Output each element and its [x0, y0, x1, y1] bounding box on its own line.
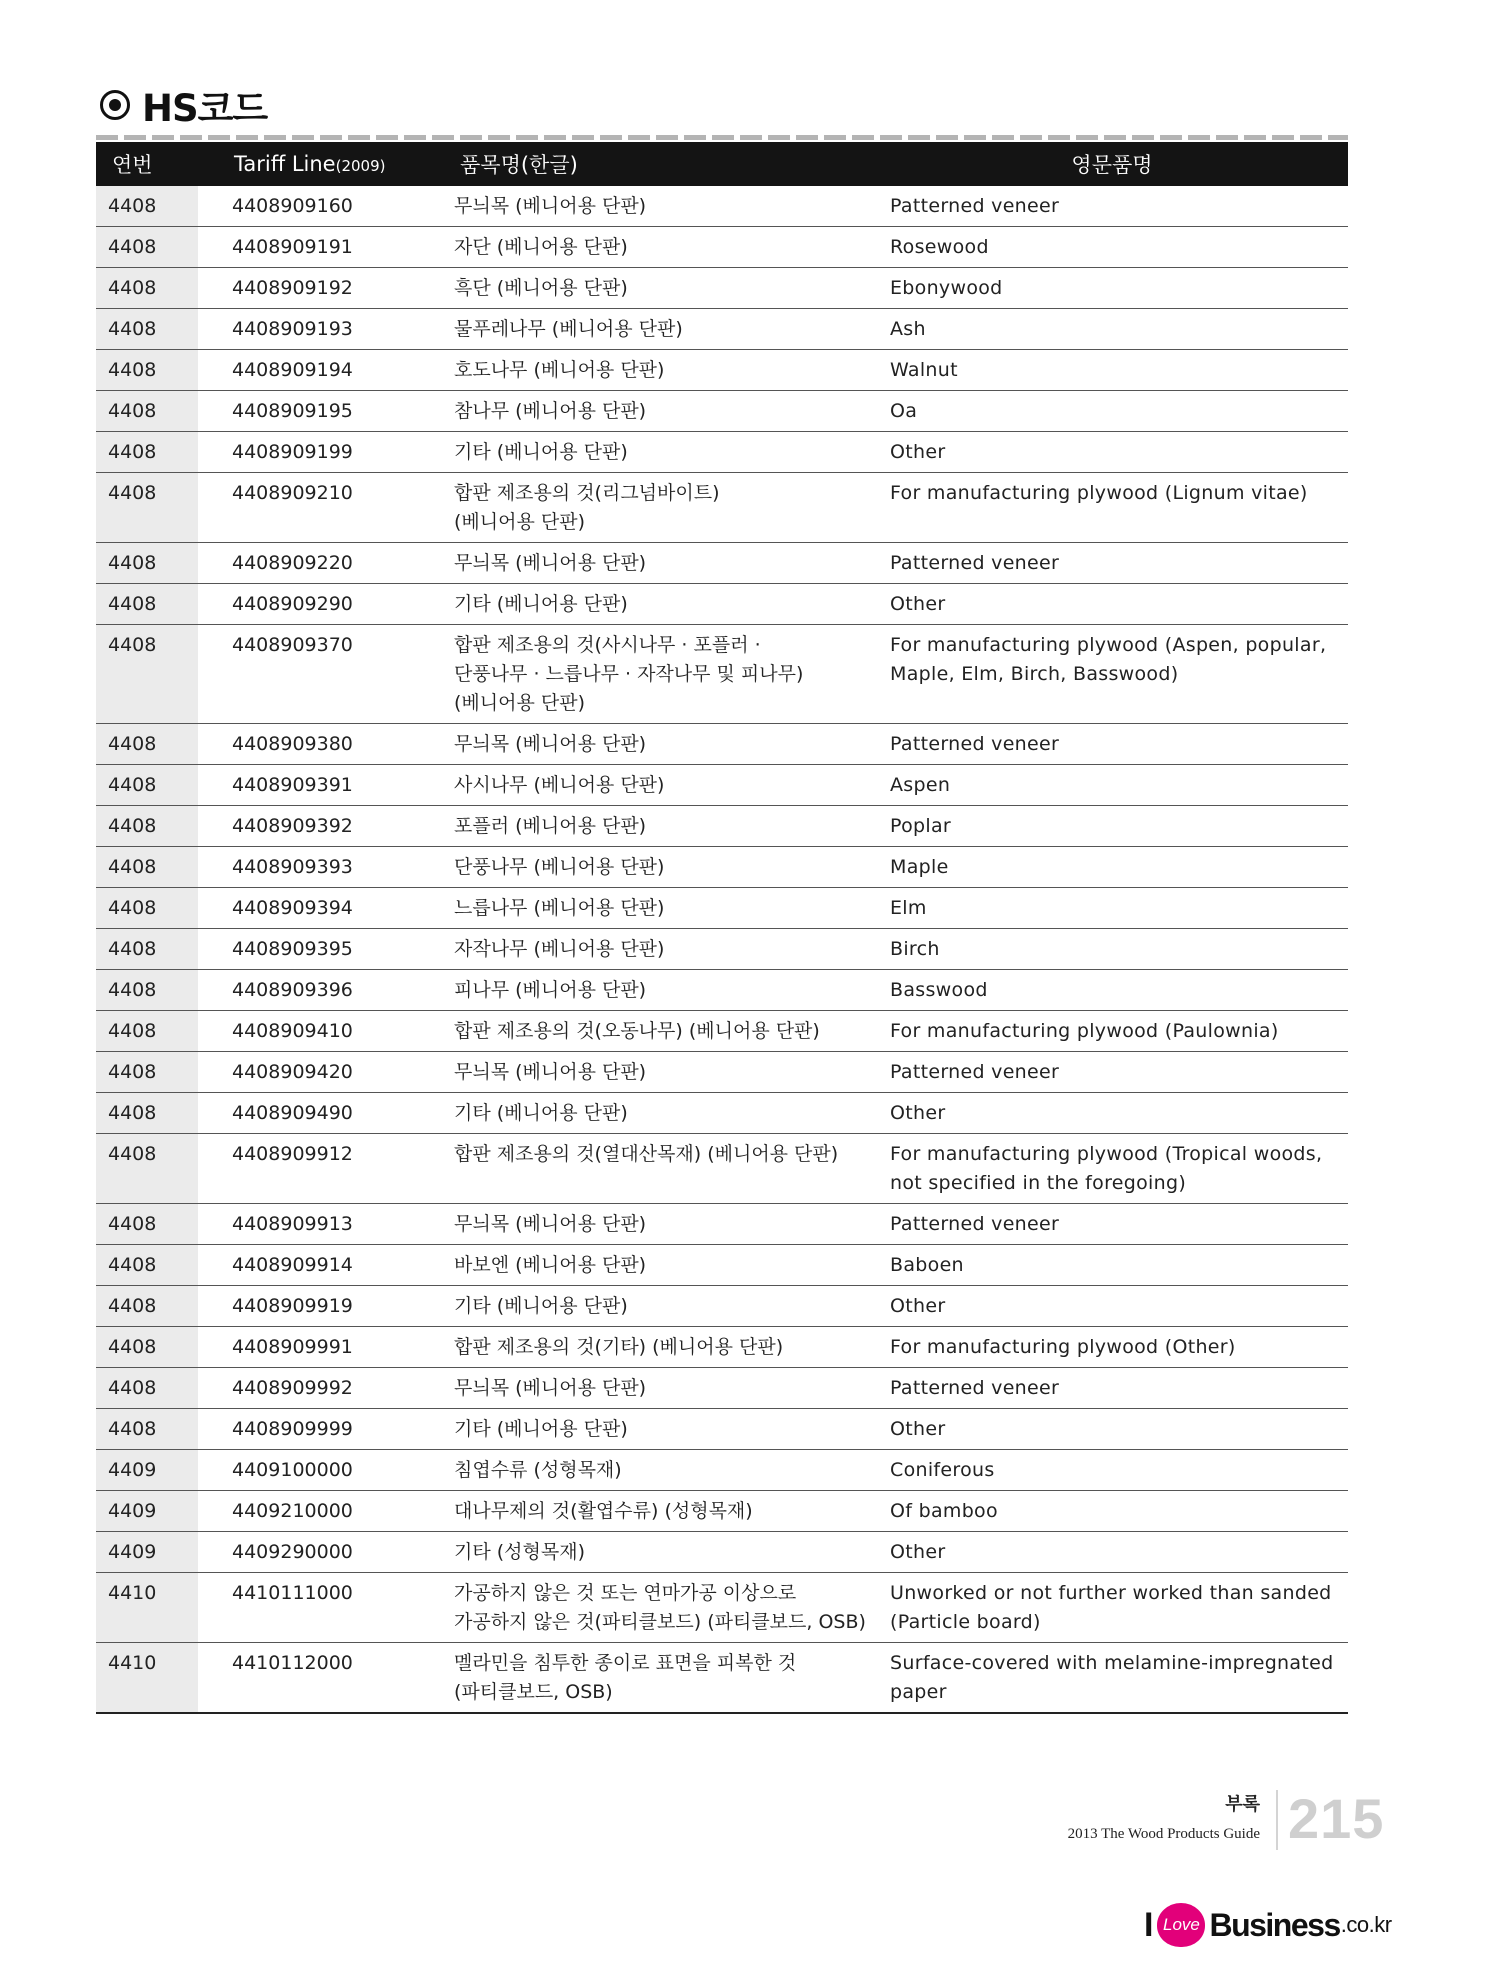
cell-tariff-code: 4408909919 [198, 1286, 438, 1327]
cell-year: 4408 [96, 806, 198, 847]
cell-year: 4410 [96, 1573, 198, 1643]
table-row [96, 1011, 1348, 1052]
cell-tariff-code: 4408909912 [198, 1134, 438, 1204]
cell-year: 4408 [96, 1052, 198, 1093]
cell-year: 4408 [96, 432, 198, 473]
table-row [96, 806, 1348, 847]
table-row [96, 268, 1348, 309]
cell-year: 4408 [96, 724, 198, 765]
cell-korean-name: 자작나무 (베니어용 단판) [438, 929, 876, 970]
cell-year: 4408 [96, 543, 198, 584]
cell-tariff-code: 4408909396 [198, 970, 438, 1011]
cell-tariff-code: 4408909160 [198, 186, 438, 227]
table-row [96, 625, 1348, 724]
logo-word: Business [1209, 1906, 1340, 1943]
tariff-header-label: Tariff Line [234, 152, 336, 176]
cell-korean-name: 대나무제의 것(활엽수류) (성형목재) [438, 1491, 876, 1532]
cell-korean-name: 물푸레나무 (베니어용 단판) [438, 309, 876, 350]
cell-tariff-code: 4408909393 [198, 847, 438, 888]
cell-english-name: Ebonywood [876, 268, 1348, 309]
cell-tariff-code: 4408909193 [198, 309, 438, 350]
hs-code-table [96, 142, 1348, 1714]
cell-english-name: Baboen [876, 1245, 1348, 1286]
cell-year: 4408 [96, 625, 198, 724]
heart-icon: Love [1157, 1903, 1205, 1947]
cell-tariff-code: 4408909290 [198, 584, 438, 625]
cell-year: 4409 [96, 1450, 198, 1491]
cell-tariff-code: 4408909999 [198, 1409, 438, 1450]
cell-english-name: Patterned veneer [876, 1368, 1348, 1409]
table-row [96, 1450, 1348, 1491]
table-row [96, 543, 1348, 584]
cell-korean-name: 무늬목 (베니어용 단판) [438, 724, 876, 765]
cell-tariff-code: 4409210000 [198, 1491, 438, 1532]
cell-english-name: Other [876, 432, 1348, 473]
table-row [96, 391, 1348, 432]
table-row [96, 724, 1348, 765]
section-title: HS코드 [142, 87, 268, 130]
cell-english-name: Elm [876, 888, 1348, 929]
cell-korean-name: 침엽수류 (성형목재) [438, 1450, 876, 1491]
cell-tariff-code: 4408909391 [198, 765, 438, 806]
cell-year: 4408 [96, 186, 198, 227]
cell-korean-name: 기타 (베니어용 단판) [438, 584, 876, 625]
cell-tariff-code: 4408909194 [198, 350, 438, 391]
cell-korean-name: 포플러 (베니어용 단판) [438, 806, 876, 847]
footer-section-label: 부록 [1225, 1794, 1260, 1815]
cell-year: 4408 [96, 1093, 198, 1134]
heading-divider [96, 135, 1348, 140]
cell-english-name: For manufacturing plywood (Lignum vitae) [876, 473, 1348, 543]
cell-english-name: Patterned veneer [876, 724, 1348, 765]
table-row [96, 970, 1348, 1011]
cell-tariff-code: 4410112000 [198, 1643, 438, 1714]
cell-tariff-code: 4408909191 [198, 227, 438, 268]
cell-year: 4408 [96, 1134, 198, 1204]
table-row [96, 1409, 1348, 1450]
cell-tariff-code: 4408909195 [198, 391, 438, 432]
cell-english-name: For manufacturing plywood (Other) [876, 1327, 1348, 1368]
cell-english-name: Patterned veneer [876, 1204, 1348, 1245]
cell-year: 4408 [96, 309, 198, 350]
table-body [96, 186, 1348, 1713]
cell-year: 4408 [96, 765, 198, 806]
cell-korean-name: 흑단 (베니어용 단판) [438, 268, 876, 309]
cell-tariff-code: 4408909199 [198, 432, 438, 473]
cell-year: 4408 [96, 1204, 198, 1245]
cell-korean-name: 합판 제조용의 것(오동나무) (베니어용 단판) [438, 1011, 876, 1052]
cell-korean-name: 합판 제조용의 것(리그넘바이트) (베니어용 단판) [438, 473, 876, 543]
cell-year: 4408 [96, 584, 198, 625]
table-row [96, 584, 1348, 625]
cell-korean-name: 멜라민을 침투한 종이로 표면을 피복한 것 (파티클보드, OSB) [438, 1643, 876, 1714]
cell-korean-name: 무늬목 (베니어용 단판) [438, 543, 876, 584]
cell-korean-name: 피나무 (베니어용 단판) [438, 970, 876, 1011]
cell-korean-name: 무늬목 (베니어용 단판) [438, 1204, 876, 1245]
cell-english-name: Other [876, 1093, 1348, 1134]
cell-korean-name: 기타 (베니어용 단판) [438, 1409, 876, 1450]
column-header-english-name: 영문품명 [876, 142, 1348, 186]
cell-tariff-code: 4408909210 [198, 473, 438, 543]
cell-tariff-code: 4408909913 [198, 1204, 438, 1245]
cell-korean-name: 합판 제조용의 것(기타) (베니어용 단판) [438, 1327, 876, 1368]
cell-english-name: Birch [876, 929, 1348, 970]
table-row [96, 186, 1348, 227]
cell-english-name: Walnut [876, 350, 1348, 391]
cell-english-name: Unworked or not further worked than sanded (Particle board) [876, 1573, 1348, 1643]
table-row [96, 1327, 1348, 1368]
cell-korean-name: 무늬목 (베니어용 단판) [438, 186, 876, 227]
cell-year: 4408 [96, 473, 198, 543]
column-header-korean-name: 품목명(한글) [438, 142, 876, 186]
cell-english-name: Other [876, 1286, 1348, 1327]
cell-korean-name: 기타 (베니어용 단판) [438, 1286, 876, 1327]
cell-korean-name: 무늬목 (베니어용 단판) [438, 1052, 876, 1093]
cell-english-name: Other [876, 1409, 1348, 1450]
cell-english-name: Rosewood [876, 227, 1348, 268]
cell-year: 4408 [96, 350, 198, 391]
table-row [96, 888, 1348, 929]
table-row [96, 473, 1348, 543]
table-row [96, 1573, 1348, 1643]
tariff-header-year: (2009) [335, 157, 386, 175]
cell-year: 4408 [96, 888, 198, 929]
cell-year: 4408 [96, 847, 198, 888]
footer-guide-title: 2013 The Wood Products Guide [1067, 1826, 1260, 1842]
table-row [96, 929, 1348, 970]
cell-korean-name: 무늬목 (베니어용 단판) [438, 1368, 876, 1409]
table-row [96, 1093, 1348, 1134]
cell-korean-name: 기타 (베니어용 단판) [438, 1093, 876, 1134]
table-row [96, 1204, 1348, 1245]
table-row [96, 765, 1348, 806]
cell-year: 4408 [96, 1286, 198, 1327]
table-row [96, 1052, 1348, 1093]
cell-tariff-code: 4408909490 [198, 1093, 438, 1134]
logo-domain: .co.kr [1340, 1912, 1392, 1937]
cell-english-name: Coniferous [876, 1450, 1348, 1491]
cell-tariff-code: 4408909914 [198, 1245, 438, 1286]
cell-year: 4408 [96, 1011, 198, 1052]
cell-tariff-code: 4408909420 [198, 1052, 438, 1093]
cell-year: 4408 [96, 268, 198, 309]
column-header-year: 연번 [96, 142, 198, 186]
cell-english-name: Other [876, 1532, 1348, 1573]
table-row [96, 1286, 1348, 1327]
cell-korean-name: 합판 제조용의 것(열대산목재) (베니어용 단판) [438, 1134, 876, 1204]
brand-logo [1144, 1900, 1392, 1950]
table-header-row [96, 142, 1348, 186]
cell-tariff-code: 4408909370 [198, 625, 438, 724]
table-row [96, 350, 1348, 391]
cell-english-name: Maple [876, 847, 1348, 888]
table-row [96, 1643, 1348, 1714]
section-heading [100, 80, 267, 130]
cell-english-name: For manufacturing plywood (Tropical woods, not specified in the foregoing) [876, 1134, 1348, 1204]
cell-year: 4409 [96, 1532, 198, 1573]
cell-tariff-code: 4408909220 [198, 543, 438, 584]
table-row [96, 1245, 1348, 1286]
page-number: 215 [1288, 1787, 1385, 1850]
cell-korean-name: 바보엔 (베니어용 단판) [438, 1245, 876, 1286]
cell-korean-name: 느릅나무 (베니어용 단판) [438, 888, 876, 929]
cell-tariff-code: 4409100000 [198, 1450, 438, 1491]
cell-tariff-code: 4409290000 [198, 1532, 438, 1573]
cell-english-name: Oa [876, 391, 1348, 432]
cell-tariff-code: 4408909192 [198, 268, 438, 309]
cell-tariff-code: 4408909380 [198, 724, 438, 765]
table-row [96, 227, 1348, 268]
cell-tariff-code: 4408909392 [198, 806, 438, 847]
cell-korean-name: 사시나무 (베니어용 단판) [438, 765, 876, 806]
table-row [96, 847, 1348, 888]
cell-english-name: Ash [876, 309, 1348, 350]
table-row [96, 309, 1348, 350]
cell-english-name: Patterned veneer [876, 543, 1348, 584]
page-footer [1020, 1790, 1260, 1843]
cell-year: 4409 [96, 1491, 198, 1532]
cell-tariff-code: 4408909410 [198, 1011, 438, 1052]
cell-year: 4408 [96, 970, 198, 1011]
cell-tariff-code: 4408909395 [198, 929, 438, 970]
cell-tariff-code: 4408909394 [198, 888, 438, 929]
cell-year: 4408 [96, 1327, 198, 1368]
cell-korean-name: 기타 (성형목재) [438, 1532, 876, 1573]
cell-year: 4408 [96, 1409, 198, 1450]
cell-english-name: For manufacturing plywood (Paulownia) [876, 1011, 1348, 1052]
cell-korean-name: 자단 (베니어용 단판) [438, 227, 876, 268]
cell-year: 4410 [96, 1643, 198, 1714]
cell-year: 4408 [96, 929, 198, 970]
cell-tariff-code: 4408909991 [198, 1327, 438, 1368]
cell-year: 4408 [96, 227, 198, 268]
cell-english-name: Basswood [876, 970, 1348, 1011]
cell-year: 4408 [96, 391, 198, 432]
column-header-tariff [198, 142, 438, 186]
cell-english-name: Aspen [876, 765, 1348, 806]
cell-tariff-code: 4410111000 [198, 1573, 438, 1643]
cell-korean-name: 합판 제조용의 것(사시나무 · 포플러 · 단풍나무 · 느릅나무 · 자작나무 및 피나무) (베니어용 단판) [438, 625, 876, 724]
cell-year: 4408 [96, 1368, 198, 1409]
table-row [96, 1532, 1348, 1573]
table-row [96, 1368, 1348, 1409]
cell-korean-name: 단풍나무 (베니어용 단판) [438, 847, 876, 888]
table-row [96, 432, 1348, 473]
cell-english-name: Poplar [876, 806, 1348, 847]
footer-divider [1276, 1790, 1278, 1850]
cell-english-name: Of bamboo [876, 1491, 1348, 1532]
cell-korean-name: 기타 (베니어용 단판) [438, 432, 876, 473]
target-bullet-icon [100, 90, 130, 120]
cell-korean-name: 호도나무 (베니어용 단판) [438, 350, 876, 391]
logo-prefix: I [1144, 1905, 1154, 1944]
cell-english-name: Surface-covered with melamine-impregnated paper [876, 1643, 1348, 1714]
cell-english-name: For manufacturing plywood (Aspen, popular, Maple, Elm, Birch, Basswood) [876, 625, 1348, 724]
cell-english-name: Patterned veneer [876, 186, 1348, 227]
cell-english-name: Patterned veneer [876, 1052, 1348, 1093]
table-header [96, 142, 1348, 186]
table-row [96, 1491, 1348, 1532]
cell-year: 4408 [96, 1245, 198, 1286]
cell-english-name: Other [876, 584, 1348, 625]
cell-korean-name: 가공하지 않은 것 또는 연마가공 이상으로 가공하지 않은 것(파티클보드) (파티클보드, OSB) [438, 1573, 876, 1643]
table-row [96, 1134, 1348, 1204]
cell-korean-name: 참나무 (베니어용 단판) [438, 391, 876, 432]
cell-tariff-code: 4408909992 [198, 1368, 438, 1409]
